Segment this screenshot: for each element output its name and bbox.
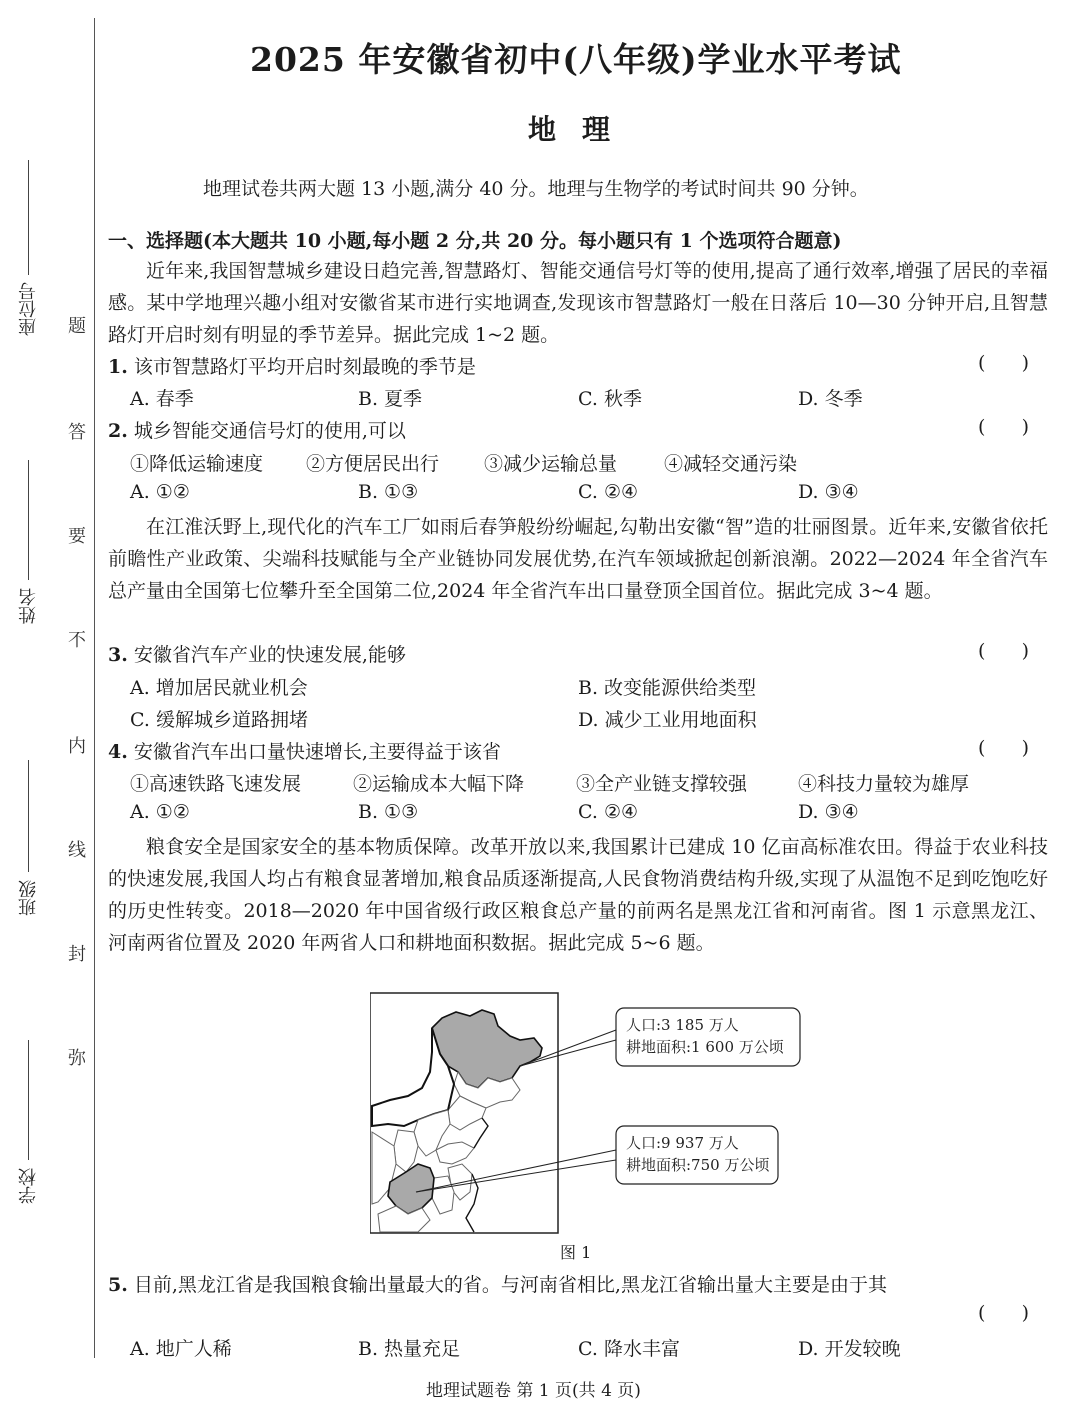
option: C. ②④ xyxy=(578,481,639,503)
seat-number-label: 座位号 xyxy=(18,282,39,336)
statement-item: ①高速铁路飞速发展 xyxy=(130,773,302,795)
option: B. 夏季 xyxy=(358,388,423,410)
passage-2: 在江淮沃野上,现代化的汽车工厂如雨后春笋般纷纷崛起,勾勒出安徽“智”造的壮丽图景。近年来,安徽省依托前瞻性产业政策、尖端科技赋能与全产业链协同发展优势,在汽车领域掀起创新浪潮。2022—2024 年全省汽车总产量由全国第七位攀升至全国第二位,2024 年全省汽车出口量登顶全国首位。据此完成 3~4 题。 xyxy=(108,516,1048,602)
school-blank xyxy=(28,1040,29,1160)
option: B. 改变能源供给类型 xyxy=(578,677,757,699)
henan-population: 人口:9 937 万人 xyxy=(626,1134,739,1152)
name-blank xyxy=(28,460,29,580)
option: A. 地广人稀 xyxy=(130,1338,232,1360)
question-3 xyxy=(108,640,406,667)
class-blank xyxy=(28,760,29,872)
option: C. 降水丰富 xyxy=(578,1338,680,1360)
option: A. 春季 xyxy=(130,388,194,410)
question-2 xyxy=(108,416,406,443)
question-number: 3. xyxy=(108,644,128,666)
seal-char: 线 xyxy=(68,840,86,861)
option: D. 开发较晚 xyxy=(798,1338,901,1360)
class-label: 班级 xyxy=(18,880,39,916)
seal-char: 弥 xyxy=(68,1048,86,1069)
question-4 xyxy=(108,737,501,764)
option: D. ③④ xyxy=(798,481,859,503)
seal-char: 题 xyxy=(68,316,86,337)
statement-item: ①降低运输速度 xyxy=(130,453,264,475)
answer-bracket: ( ) xyxy=(978,416,1030,438)
question-5 xyxy=(108,1270,887,1297)
answer-bracket: ( ) xyxy=(978,640,1030,662)
option: C. 秋季 xyxy=(578,388,642,410)
seal-char: 要 xyxy=(68,526,86,547)
answer-bracket: ( ) xyxy=(978,1302,1030,1324)
question-1 xyxy=(108,352,476,379)
statement-item: ③全产业链支撑较强 xyxy=(576,773,748,795)
heilongjiang-population: 人口:3 185 万人 xyxy=(626,1016,739,1034)
exam-intro: 地理试卷共两大题 13 小题,满分 40 分。地理与生物学的考试时间共 90 分钟。 xyxy=(203,178,869,200)
section-heading: 一、选择题(本大题共 10 小题,每小题 2 分,共 20 分。每小题只有 1 个选项符合题意) xyxy=(108,230,842,252)
answer-bracket: ( ) xyxy=(978,352,1030,374)
page-footer: 地理试题卷 第 1 页(共 4 页) xyxy=(426,1381,641,1401)
passage-1: 近年来,我国智慧城乡建设日趋完善,智慧路灯、智能交通信号灯等的使用,提高了通行效率,增强了居民的幸福感。某中学地理兴趣小组对安徽省某市进行实地调查,发现该市智慧路灯一般在日落后 10—30 分钟开启,且智慧路灯开启时刻有明显的季节差异。据此完成 1~2 题。 xyxy=(108,260,1048,346)
statement-item: ③减少运输总量 xyxy=(484,453,618,475)
option: B. ①③ xyxy=(358,481,419,503)
option: A. ①② xyxy=(130,481,190,503)
seal-char: 不 xyxy=(68,630,86,651)
statement-item: ②运输成本大幅下降 xyxy=(353,773,525,795)
option: B. ①③ xyxy=(358,801,419,823)
school-label: 学校 xyxy=(18,1168,39,1204)
option: C. 缓解城乡道路拥堵 xyxy=(130,709,308,731)
question-stem: 安徽省汽车产业的快速发展,能够 xyxy=(133,644,406,666)
passage-3: 粮食安全是国家安全的基本物质保障。改革开放以来,我国累计已建成 10 亿亩高标准农田。得益于农业科技的快速发展,我国人均占有粮食显著增加,粮食品质逐渐提高,人民食物消费结构升级,实现了从温饱不足到吃饱吃好的历史性转变。2018—2020 年中国省级行政区粮食总产量的前两名是黑龙江省和河南省。图 1 示意黑龙江、河南两省位置及 2020 年两省人口和耕地面积数据。据此完成 5~6 题。 xyxy=(108,836,1048,954)
subject-title: 地理 xyxy=(528,113,637,146)
question-stem: 安徽省汽车出口量快速增长,主要得益于该省 xyxy=(133,741,501,763)
binding-margin xyxy=(0,0,100,1416)
question-number: 4. xyxy=(108,741,128,763)
option: D. ③④ xyxy=(798,801,859,823)
option: A. 增加居民就业机会 xyxy=(130,677,308,699)
question-number: 2. xyxy=(108,420,128,442)
exam-title: 2025 年安徽省初中(八年级)学业水平考试 xyxy=(250,40,902,79)
option: D. 冬季 xyxy=(798,388,863,410)
binding-line xyxy=(94,18,95,1358)
henan-farmland: 耕地面积:750 万公顷 xyxy=(626,1156,770,1174)
question-stem: 该市智慧路灯平均开启时刻最晚的季节是 xyxy=(133,356,476,378)
seal-char: 封 xyxy=(68,944,86,965)
statement-item: ④减轻交通污染 xyxy=(664,453,798,475)
seal-char: 内 xyxy=(68,736,86,757)
figure-caption: 图 1 xyxy=(560,1243,592,1262)
heilongjiang-farmland: 耕地面积:1 600 万公顷 xyxy=(626,1038,784,1056)
seal-char: 答 xyxy=(68,422,86,443)
option: A. ①② xyxy=(130,801,190,823)
question-number: 5. xyxy=(108,1274,128,1296)
question-stem: 目前,黑龙江省是我国粮食输出量最大的省。与河南省相比,黑龙江省输出量大主要是由于其 xyxy=(133,1274,887,1296)
option: C. ②④ xyxy=(578,801,639,823)
statement-item: ②方便居民出行 xyxy=(306,453,440,475)
question-number: 1. xyxy=(108,356,128,378)
question-stem: 城乡智能交通信号灯的使用,可以 xyxy=(133,420,406,442)
option: B. 热量充足 xyxy=(358,1338,461,1360)
name-label: 姓名 xyxy=(18,588,39,624)
statement-item: ④科技力量较为雄厚 xyxy=(798,773,970,795)
figure-1-map xyxy=(370,992,810,1238)
answer-bracket: ( ) xyxy=(978,737,1030,759)
seat-number-blank xyxy=(28,160,29,275)
option: D. 减少工业用地面积 xyxy=(578,709,757,731)
